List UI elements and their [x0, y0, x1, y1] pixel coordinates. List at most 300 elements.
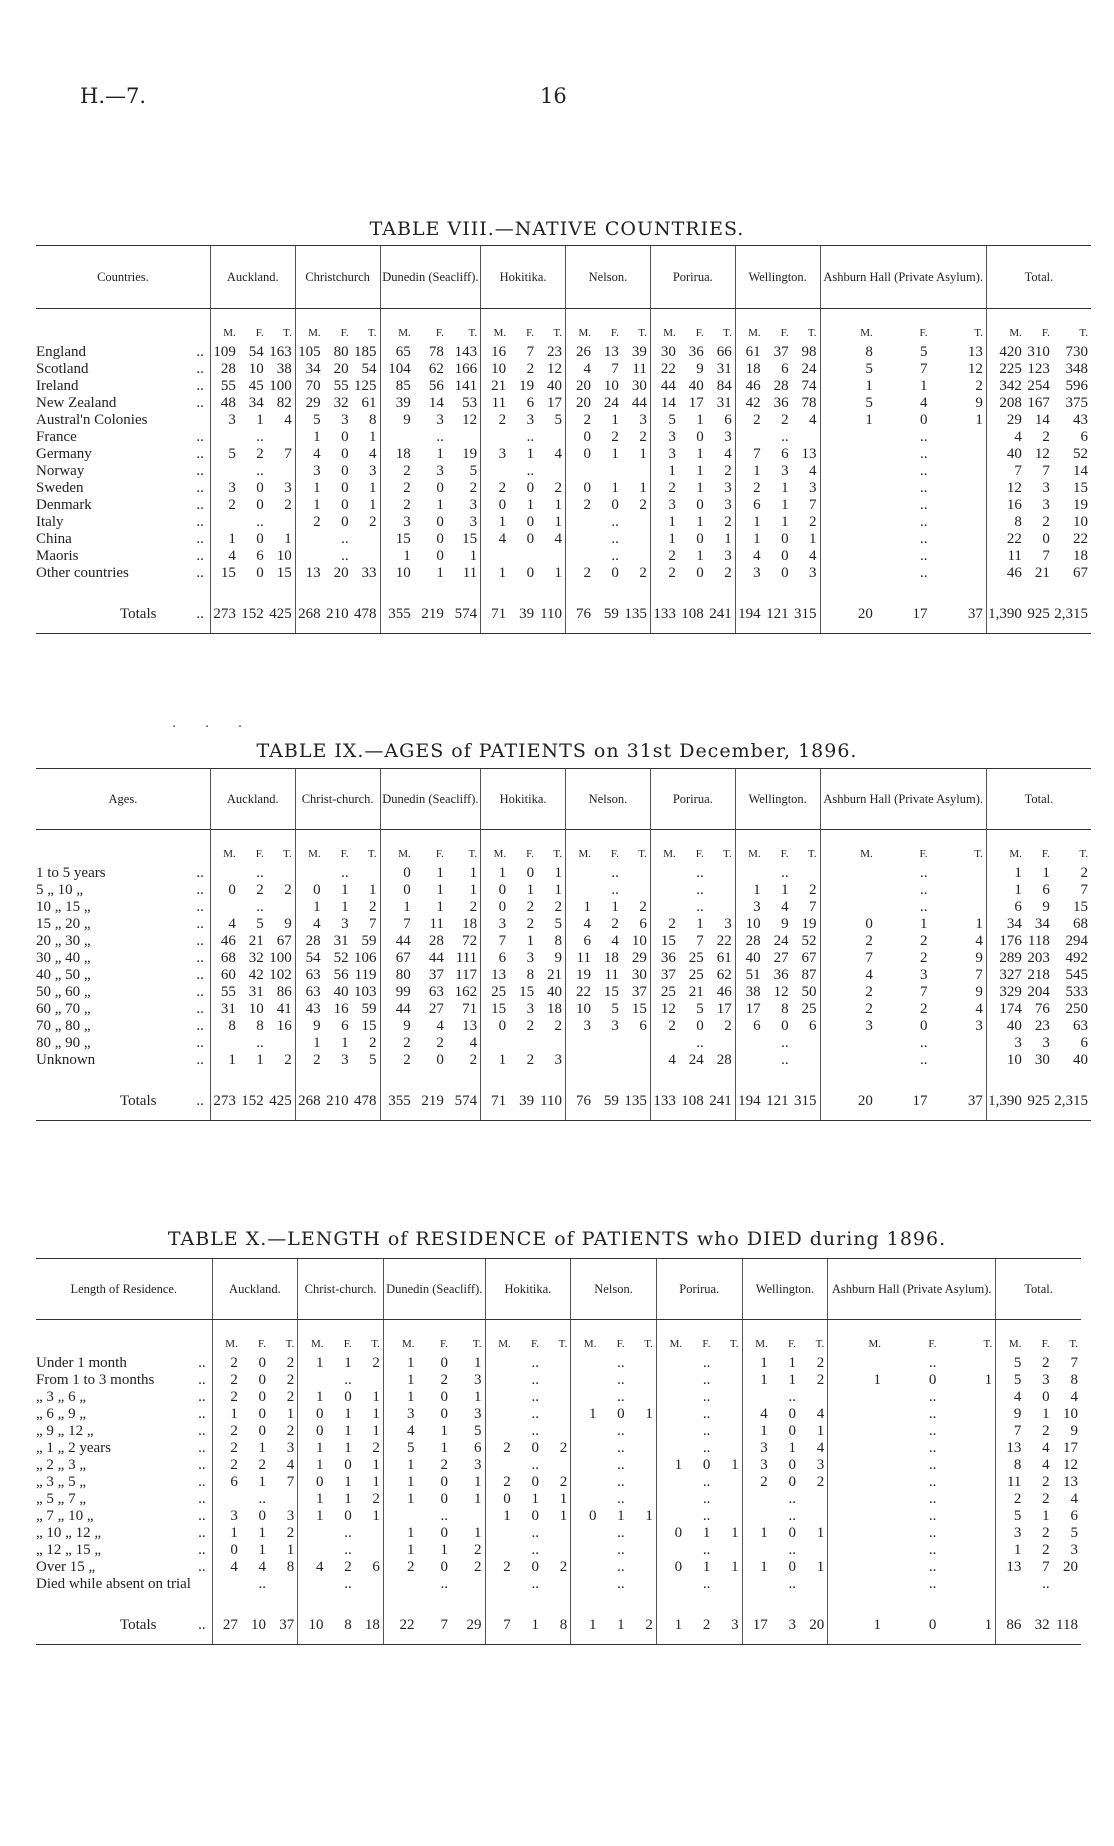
row-label-text: 70 „ 80 „	[36, 1018, 91, 1034]
value-cell: 119	[354, 967, 377, 983]
value-cell: 133	[650, 582, 678, 634]
value-cell: 1	[828, 1593, 884, 1645]
institution-header: Christ-church.	[298, 1259, 384, 1320]
value-cell: 34	[1034, 916, 1050, 932]
value-cell	[622, 463, 650, 480]
value-cell: 48	[210, 395, 238, 412]
value-cell: 1	[781, 882, 789, 898]
value-cell: 0	[440, 1525, 448, 1541]
value-cell: 2	[639, 497, 647, 513]
value-cell: 37	[269, 1593, 298, 1645]
value-cell: 2	[650, 916, 678, 933]
value-cell: ..	[702, 1406, 711, 1422]
value-cell: 14	[428, 395, 444, 411]
value-cell: 13	[801, 446, 817, 462]
institution-header: Hokitika.	[481, 769, 566, 830]
value-cell: 11	[429, 916, 444, 932]
value-cell: 9	[380, 1018, 414, 1035]
value-cell: 1	[742, 1423, 771, 1440]
value-cell: 2	[781, 412, 789, 428]
value-cell: 43	[1073, 412, 1088, 428]
value-cell: 4	[781, 899, 789, 915]
value-cell: 4	[566, 361, 594, 378]
value-cell: 50	[801, 984, 817, 1000]
value-cell: 2	[639, 429, 647, 445]
value-cell: 1	[696, 446, 704, 462]
value-cell: ..	[781, 865, 789, 881]
value-cell: 135	[622, 582, 650, 634]
value-cell	[622, 548, 650, 565]
value-cell: 5	[383, 1440, 417, 1457]
value-cell: 31	[210, 1001, 238, 1018]
value-cell: 0	[481, 899, 509, 916]
value-cell: 2	[481, 412, 509, 429]
value-cell: 2	[212, 1355, 241, 1372]
value-cell	[939, 1440, 995, 1457]
value-cell: 7	[920, 984, 928, 1000]
value-cell: 4	[986, 429, 1025, 446]
row-label	[36, 361, 210, 378]
sex-label: F.	[435, 848, 444, 860]
value-cell: 123	[1027, 361, 1050, 377]
value-cell: 0	[440, 1406, 448, 1422]
leader-dots: ..	[196, 916, 204, 932]
value-cell: 13	[481, 967, 509, 984]
value-cell: 105	[295, 344, 323, 361]
value-cell: 0	[1042, 531, 1050, 547]
value-cell: 18	[462, 916, 478, 932]
sex-label: M.	[295, 830, 323, 866]
row-label	[36, 1423, 212, 1440]
sex-header-row	[36, 830, 1091, 866]
value-cell: 0	[696, 1018, 704, 1034]
value-cell: 4	[816, 1406, 825, 1422]
value-cell: 37	[428, 967, 444, 983]
value-cell: 13	[295, 565, 323, 582]
value-cell: 3	[380, 514, 414, 531]
table-length-of-residence	[36, 1258, 1081, 1645]
table8-title: TABLE VIII.—NATIVE COUNTRIES.	[369, 218, 745, 240]
value-cell	[996, 1576, 1025, 1593]
value-cell	[820, 514, 876, 531]
value-cell: 6	[781, 361, 789, 377]
value-cell	[622, 865, 650, 882]
value-cell: 1	[554, 865, 563, 881]
value-cell: 7	[820, 950, 876, 967]
sex-header-row	[36, 309, 1091, 345]
value-cell: 61	[735, 344, 763, 361]
value-cell	[628, 1457, 657, 1474]
value-cell	[707, 882, 735, 899]
value-cell	[628, 1576, 657, 1593]
value-cell: ..	[531, 1389, 539, 1405]
value-cell: 0	[256, 497, 264, 513]
value-cell: 1	[284, 531, 292, 547]
value-cell	[931, 514, 987, 531]
value-cell: 0	[611, 497, 619, 513]
value-cell: 6	[1042, 882, 1050, 898]
row-label-text: Italy	[36, 514, 64, 530]
value-cell: 1	[742, 1525, 771, 1542]
value-cell: 4	[809, 412, 817, 428]
leader-dots: ..	[196, 933, 204, 949]
value-cell: 2	[485, 1440, 514, 1457]
value-cell	[571, 1559, 600, 1576]
data-row	[36, 1372, 1081, 1389]
value-cell: 133	[650, 1069, 678, 1121]
value-cell: 1	[474, 1355, 482, 1371]
value-cell: 2	[724, 565, 732, 581]
leader-dots: ..	[198, 1372, 206, 1388]
value-cell	[267, 463, 295, 480]
row-label-text: China	[36, 531, 72, 547]
value-cell: 1	[781, 514, 789, 530]
value-cell: 1	[383, 1474, 417, 1491]
value-cell: 1	[369, 429, 377, 445]
value-cell	[295, 865, 323, 882]
column-header-row	[36, 769, 1091, 830]
value-cell: 1	[344, 1423, 352, 1439]
sex-label: T.	[638, 327, 647, 339]
value-cell: 3	[341, 1052, 349, 1068]
value-cell	[656, 1355, 685, 1372]
institution-header: Wellington.	[735, 246, 820, 309]
value-cell	[939, 1474, 995, 1491]
value-cell	[622, 1035, 650, 1052]
value-cell: 4	[996, 1389, 1025, 1406]
value-cell: 2	[212, 1389, 241, 1406]
institution-header: Ashburn Hall (Private Asylum).	[820, 769, 986, 830]
value-cell: 0	[210, 882, 238, 899]
value-cell: 1	[341, 899, 349, 915]
value-cell	[267, 1035, 295, 1052]
data-row	[36, 882, 1091, 899]
row-label-text: Austral'n Colonies	[36, 412, 148, 428]
sex-label: F.	[780, 327, 789, 339]
value-cell: 67	[380, 950, 414, 967]
value-cell	[820, 1035, 876, 1052]
value-cell: 273	[210, 1069, 238, 1121]
value-cell	[566, 1052, 594, 1069]
row-label-text: Norway	[36, 463, 85, 479]
value-cell: 1	[559, 1508, 568, 1524]
data-row	[36, 1355, 1081, 1372]
sex-label: M.	[212, 1320, 241, 1356]
value-cell: ..	[788, 1389, 796, 1405]
value-cell: 2	[554, 899, 563, 915]
value-cell: 7	[611, 361, 619, 377]
data-row	[36, 1491, 1081, 1508]
value-cell	[820, 429, 876, 446]
value-cell: 10	[986, 1052, 1025, 1069]
value-cell	[799, 1389, 828, 1406]
value-cell: ..	[696, 899, 704, 915]
value-cell: 5	[469, 463, 478, 479]
value-cell: 65	[380, 344, 414, 361]
data-row	[36, 344, 1091, 361]
value-cell: 41	[276, 1001, 292, 1017]
page-number: 16	[540, 84, 567, 108]
value-cell: 0	[781, 548, 789, 564]
data-row	[36, 378, 1091, 395]
value-cell: 24	[688, 1052, 704, 1068]
value-cell: 375	[1065, 395, 1088, 411]
value-cell	[828, 1474, 884, 1491]
value-cell: 3	[436, 412, 444, 428]
value-cell: 117	[455, 967, 478, 983]
value-cell: 0	[298, 1474, 327, 1491]
value-cell	[542, 1457, 571, 1474]
value-cell: 9	[1042, 899, 1050, 915]
row-label-text: 5 „ 10 „	[36, 882, 84, 898]
leader-dots: ..	[198, 1525, 206, 1541]
sex-label: M.	[742, 1320, 771, 1356]
leader-dots: ..	[196, 984, 204, 1000]
value-cell	[628, 1423, 657, 1440]
value-cell: ..	[702, 1474, 711, 1490]
value-cell: 40	[735, 950, 763, 967]
value-cell: 2	[474, 1559, 482, 1575]
value-cell: 6	[735, 497, 763, 514]
value-cell: 32	[248, 950, 264, 966]
leader-dots: ..	[198, 1542, 206, 1558]
value-cell: 1	[286, 1542, 295, 1558]
value-cell: 6	[781, 446, 789, 462]
value-cell	[485, 1372, 514, 1389]
value-cell: 11	[996, 1474, 1025, 1491]
leader-dots: ..	[196, 565, 204, 581]
value-cell	[713, 1542, 742, 1559]
value-cell: 2	[212, 1440, 241, 1457]
value-cell: 6	[809, 1018, 817, 1034]
value-cell	[628, 1491, 657, 1508]
value-cell: 15	[276, 565, 292, 581]
value-cell: 5	[696, 1001, 704, 1017]
value-cell	[451, 1508, 485, 1525]
value-cell: 225	[986, 361, 1025, 378]
value-cell: ..	[531, 1406, 539, 1422]
value-cell: 0	[656, 1559, 685, 1576]
value-cell: 3	[742, 1440, 771, 1457]
value-cell: 40	[547, 378, 563, 394]
value-cell	[542, 1423, 571, 1440]
value-cell: 18	[355, 1593, 384, 1645]
value-cell	[622, 531, 650, 548]
blank-cell	[36, 1320, 212, 1356]
sex-label: T.	[815, 1338, 825, 1350]
value-cell: 2	[1042, 1474, 1050, 1490]
sex-label: M.	[656, 1320, 685, 1356]
value-cell	[571, 1372, 600, 1389]
value-cell: 2	[469, 1052, 478, 1068]
value-cell: 1	[383, 1389, 417, 1406]
value-cell: 39	[509, 582, 537, 634]
value-cell: 125	[354, 378, 377, 394]
value-cell: 1	[645, 1406, 653, 1422]
value-cell: 56	[333, 967, 349, 983]
row-label	[36, 1389, 212, 1406]
row-label	[36, 446, 210, 463]
value-cell	[566, 1035, 594, 1052]
leader-dots: ..	[196, 463, 204, 479]
value-cell: 2	[650, 1018, 678, 1035]
value-cell	[650, 1035, 678, 1052]
value-cell: 37	[631, 984, 647, 1000]
value-cell: 1	[939, 1593, 995, 1645]
value-cell: 13	[996, 1559, 1025, 1576]
value-cell: 6	[341, 1018, 349, 1034]
sex-label: F.	[928, 1338, 937, 1350]
value-cell	[656, 1542, 685, 1559]
value-cell: 10	[380, 565, 414, 582]
value-cell: 100	[269, 950, 292, 966]
value-cell: 0	[341, 514, 349, 530]
value-cell: 3	[469, 514, 478, 530]
value-cell: ..	[341, 531, 349, 547]
value-cell: 31	[716, 395, 732, 411]
value-cell: 925	[1025, 582, 1053, 634]
value-cell: ..	[617, 1355, 625, 1371]
value-cell: 3	[341, 412, 349, 428]
value-cell	[537, 1035, 565, 1052]
value-cell: 0	[788, 1406, 796, 1422]
value-cell: ..	[928, 1491, 937, 1507]
value-cell: 1	[696, 548, 704, 564]
value-cell: 1	[788, 1355, 796, 1371]
value-cell	[383, 1576, 417, 1593]
value-cell: 46	[986, 565, 1025, 582]
value-cell: ..	[928, 1542, 937, 1558]
value-cell: 2	[1042, 514, 1050, 530]
value-cell: 0	[656, 1525, 685, 1542]
value-cell: 478	[352, 1069, 380, 1121]
value-cell: 0	[526, 514, 535, 530]
value-cell: 86	[276, 984, 292, 1000]
value-cell: 66	[716, 344, 732, 360]
value-cell: ..	[920, 429, 928, 445]
value-cell: ..	[526, 463, 535, 479]
leader-dots: ..	[196, 514, 204, 530]
value-cell: 1	[372, 1474, 380, 1490]
value-cell	[713, 1508, 742, 1525]
value-cell: 1	[298, 1457, 327, 1474]
value-cell: 11	[462, 565, 478, 581]
data-row	[36, 497, 1091, 514]
value-cell: 152	[239, 1069, 267, 1121]
sex-label: T.	[644, 1338, 653, 1350]
value-cell: 37	[773, 344, 789, 360]
value-cell: 1	[742, 1355, 771, 1372]
sex-label: T.	[807, 848, 817, 860]
value-cell: 2	[526, 899, 535, 915]
table-native-countries	[36, 245, 1091, 634]
value-cell	[267, 865, 295, 882]
row-label-text: 1 to 5 years	[36, 865, 106, 881]
value-cell: 55	[210, 378, 238, 395]
value-cell	[931, 1035, 987, 1052]
value-cell: 1	[820, 378, 876, 395]
value-cell: 0	[617, 1406, 625, 1422]
value-cell: 4	[554, 531, 563, 547]
value-cell	[594, 1035, 622, 1052]
value-cell	[352, 531, 380, 548]
value-cell: 7	[481, 933, 509, 950]
row-label-text: Unknown	[36, 1052, 96, 1068]
value-cell: ..	[1042, 1576, 1050, 1592]
value-cell: ..	[920, 480, 928, 496]
value-cell: ..	[531, 1423, 539, 1439]
value-cell: 3	[341, 916, 349, 932]
value-cell: 3	[742, 1457, 771, 1474]
value-cell: ..	[702, 1542, 711, 1558]
value-cell: ..	[696, 1035, 704, 1051]
sex-label: F.	[439, 1338, 448, 1350]
value-cell: 2	[639, 565, 647, 581]
row-label	[36, 1525, 212, 1542]
value-cell: 2	[526, 1052, 535, 1068]
value-cell: 1	[383, 1491, 417, 1508]
value-cell: ..	[256, 865, 264, 881]
value-cell: 3	[469, 497, 478, 513]
leader-dots: ..	[196, 361, 204, 377]
value-cell: 28	[295, 933, 323, 950]
value-cell: 3	[295, 463, 323, 480]
value-cell: 0	[788, 1559, 796, 1575]
sex-label: T.	[371, 1338, 380, 1350]
value-cell: ..	[702, 1423, 711, 1439]
row-label-text: „ 7 „ 10 „	[36, 1508, 94, 1524]
value-cell	[571, 1474, 600, 1491]
sex-label: F.	[616, 1338, 625, 1350]
row-label	[36, 865, 210, 882]
value-cell: 5	[474, 1423, 482, 1439]
value-cell: 1	[212, 1525, 241, 1542]
value-cell	[485, 1576, 514, 1593]
value-cell: ..	[928, 1576, 937, 1592]
value-cell: 1	[554, 882, 563, 898]
value-cell: 1	[295, 429, 323, 446]
value-cell: ..	[781, 1052, 789, 1068]
value-cell: 25	[801, 1001, 817, 1017]
row-label	[36, 882, 210, 899]
value-cell: 40	[986, 446, 1025, 463]
value-cell: ..	[440, 1508, 448, 1524]
value-cell: 1	[298, 1508, 327, 1525]
value-cell: 3	[724, 916, 732, 932]
value-cell	[939, 1542, 995, 1559]
value-cell	[713, 1491, 742, 1508]
value-cell: 42	[735, 395, 763, 412]
value-cell	[735, 1052, 763, 1069]
value-cell: 0	[440, 1491, 448, 1507]
leader-dots: ..	[198, 1491, 206, 1507]
value-cell: 61	[716, 950, 732, 966]
value-cell: 1	[526, 933, 535, 949]
value-cell: 28	[428, 933, 444, 949]
value-cell: 44	[650, 378, 678, 395]
value-cell: 1	[996, 1542, 1025, 1559]
value-cell	[267, 514, 295, 531]
leader-dots: ..	[196, 606, 204, 622]
value-cell: 68	[1073, 916, 1088, 932]
value-cell: 194	[735, 1069, 763, 1121]
value-cell: 51	[735, 967, 763, 984]
value-cell: 1	[436, 446, 444, 462]
value-cell: 2	[975, 378, 983, 394]
row-label	[36, 497, 210, 514]
value-cell: 4	[742, 1406, 771, 1423]
leader-dots: ..	[198, 1355, 206, 1371]
